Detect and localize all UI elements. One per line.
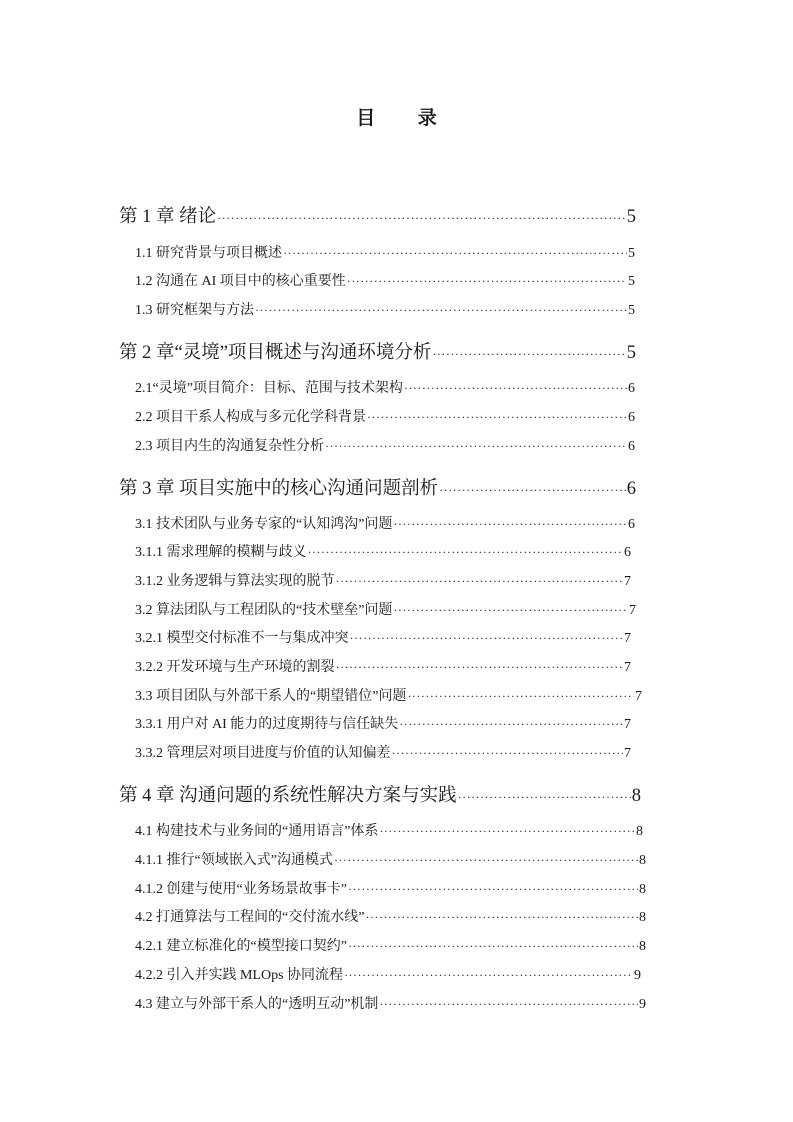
toc-entry-label: 4.2.2 引入并实践 MLOps 协同流程 — [135, 968, 344, 983]
toc-page-number: 7 — [629, 603, 636, 618]
toc-section-entry[interactable] — [135, 878, 646, 898]
dot-leader — [308, 545, 624, 560]
dot-leader — [393, 603, 628, 618]
dot-leader — [350, 631, 624, 646]
toc-section-entry[interactable] — [135, 820, 643, 840]
toc-entry-label: 3.3.1 用户对 AI 能力的过度期待与信任缺失 — [135, 717, 399, 732]
toc-page-number: 7 — [624, 660, 631, 675]
toc-chapter-entry[interactable] — [119, 338, 636, 364]
dot-leader — [379, 824, 635, 839]
toc-section-entry[interactable] — [135, 299, 635, 319]
toc-page-number: 8 — [639, 882, 646, 897]
toc-section-entry[interactable] — [135, 406, 635, 426]
dot-leader — [432, 347, 625, 362]
toc-entry-label: 1.3 研究框架与方法 — [135, 303, 254, 318]
dot-leader — [439, 483, 626, 498]
toc-entry-label: 第 4 章 沟通问题的系统性解决方案与实践 — [119, 786, 457, 806]
toc-page-number: 6 — [628, 439, 635, 454]
toc-page-number: 6 — [626, 479, 636, 499]
dot-leader — [325, 439, 627, 454]
dot-leader — [334, 853, 638, 868]
toc-chapter-entry[interactable] — [119, 474, 636, 500]
toc-section-entry[interactable] — [135, 713, 631, 733]
toc-entry-label: 2.1“灵境”项目简介：目标、范围与技术架构 — [135, 381, 403, 396]
toc-entry-label: 4.1 构建技术与业务间的“通用语言”体系 — [135, 824, 379, 839]
toc-section-entry[interactable] — [135, 270, 635, 290]
toc-entry-label: 3.3 项目团队与外部干系人的“期望错位”问题 — [135, 689, 407, 704]
toc-entry-label: 4.2.1 建立标准化的“模型接口契约” — [135, 939, 347, 954]
toc-page-number: 8 — [639, 910, 646, 925]
toc-entry-label: 1.1 研究背景与项目概述 — [135, 246, 282, 261]
toc-page-number: 7 — [624, 717, 631, 732]
toc-page-number: 9 — [634, 968, 641, 983]
toc-section-entry[interactable] — [135, 435, 635, 455]
toc-entry-label: 4.3 建立与外部干系人的“透明互动”机制 — [135, 997, 379, 1012]
toc-page-number: 8 — [631, 786, 641, 806]
dot-leader — [379, 997, 638, 1012]
dot-leader — [348, 882, 638, 897]
toc-entry-label: 3.1.1 需求理解的模糊与歧义 — [135, 545, 307, 560]
toc-section-entry[interactable] — [135, 964, 641, 984]
toc-page-number: 7 — [624, 574, 631, 589]
toc-entry-label: 第 1 章 绪论 — [119, 207, 217, 227]
toc-page-number: 5 — [626, 207, 636, 227]
toc-page-number: 5 — [628, 303, 635, 318]
dot-leader — [399, 717, 623, 732]
toc-title: 目 录 — [356, 107, 455, 129]
dot-leader — [283, 246, 627, 261]
dot-leader — [367, 410, 627, 425]
toc-entry-label: 第 2 章“灵境”项目概述与沟通环境分析 — [119, 343, 432, 363]
toc-page-number: 8 — [636, 824, 643, 839]
toc-page-number: 5 — [628, 274, 635, 289]
toc-entry-label: 3.1 技术团队与业务专家的“认知鸿沟”问题 — [135, 517, 393, 532]
toc-chapter-entry[interactable] — [119, 202, 636, 228]
toc-page-number: 8 — [639, 853, 646, 868]
toc-entry-label: 第 3 章 项目实施中的核心沟通问题剖析 — [119, 479, 439, 499]
toc-page-number: 9 — [639, 997, 646, 1012]
dot-leader — [217, 211, 626, 226]
toc-page-number: 6 — [628, 410, 635, 425]
toc-page-number: 7 — [624, 631, 631, 646]
toc-section-entry[interactable] — [135, 570, 631, 590]
toc-page-number: 7 — [624, 746, 631, 761]
toc-section-entry[interactable] — [135, 599, 636, 619]
toc-page-number: 5 — [628, 246, 635, 261]
toc-section-entry[interactable] — [135, 935, 646, 955]
toc-chapter-entry[interactable] — [119, 781, 641, 807]
dot-leader — [365, 910, 638, 925]
toc-entry-label: 4.1.2 创建与使用“业务场景故事卡” — [135, 882, 347, 897]
dot-leader — [336, 574, 624, 589]
toc-section-entry[interactable] — [135, 849, 646, 869]
toc-entry-label: 1.2 沟通在 AI 项目中的核心重要性 — [135, 274, 346, 289]
toc-page-number: 7 — [635, 689, 642, 704]
dot-leader — [255, 303, 627, 318]
toc-entry-label: 4.2 打通算法与工程间的“交付流水线” — [135, 910, 365, 925]
toc-section-entry[interactable] — [135, 541, 631, 561]
dot-leader — [348, 939, 638, 954]
dot-leader — [392, 746, 624, 761]
toc-entry-label: 3.2 算法团队与工程团队的“技术壁垒”问题 — [135, 603, 393, 618]
toc-page-number: 6 — [624, 545, 631, 560]
toc-page-number: 6 — [628, 381, 635, 396]
toc-section-entry[interactable] — [135, 993, 646, 1013]
toc-entry-label: 2.3 项目内生的沟通复杂性分析 — [135, 439, 324, 454]
toc-section-entry[interactable] — [135, 656, 631, 676]
toc-entry-label: 3.2.2 开发环境与生产环境的割裂 — [135, 660, 335, 675]
dot-leader — [344, 968, 633, 983]
toc-entry-label: 4.1.1 推行“领域嵌入式”沟通模式 — [135, 853, 333, 868]
toc-section-entry[interactable] — [135, 377, 635, 397]
toc-section-entry[interactable] — [135, 906, 646, 926]
toc-section-entry[interactable] — [135, 242, 635, 262]
dot-leader — [336, 660, 624, 675]
toc-entry-label: 3.3.2 管理层对项目进度与价值的认知偏差 — [135, 746, 391, 761]
toc-section-entry[interactable] — [135, 513, 635, 533]
toc-section-entry[interactable] — [135, 742, 631, 762]
toc-page-number: 5 — [626, 343, 636, 363]
toc-section-entry[interactable] — [135, 627, 631, 647]
dot-leader — [458, 790, 631, 805]
dot-leader — [393, 517, 627, 532]
toc-page-number: 6 — [628, 517, 635, 532]
toc-entry-label: 3.1.2 业务逻辑与算法实现的脱节 — [135, 574, 335, 589]
dot-leader — [407, 689, 634, 704]
dot-leader — [404, 381, 627, 396]
toc-page-number: 8 — [639, 939, 646, 954]
toc-section-entry[interactable] — [135, 685, 642, 705]
toc-entry-label: 3.2.1 模型交付标准不一与集成冲突 — [135, 631, 349, 646]
dot-leader — [347, 274, 627, 289]
toc-entry-label: 2.2 项目干系人构成与多元化学科背景 — [135, 410, 366, 425]
